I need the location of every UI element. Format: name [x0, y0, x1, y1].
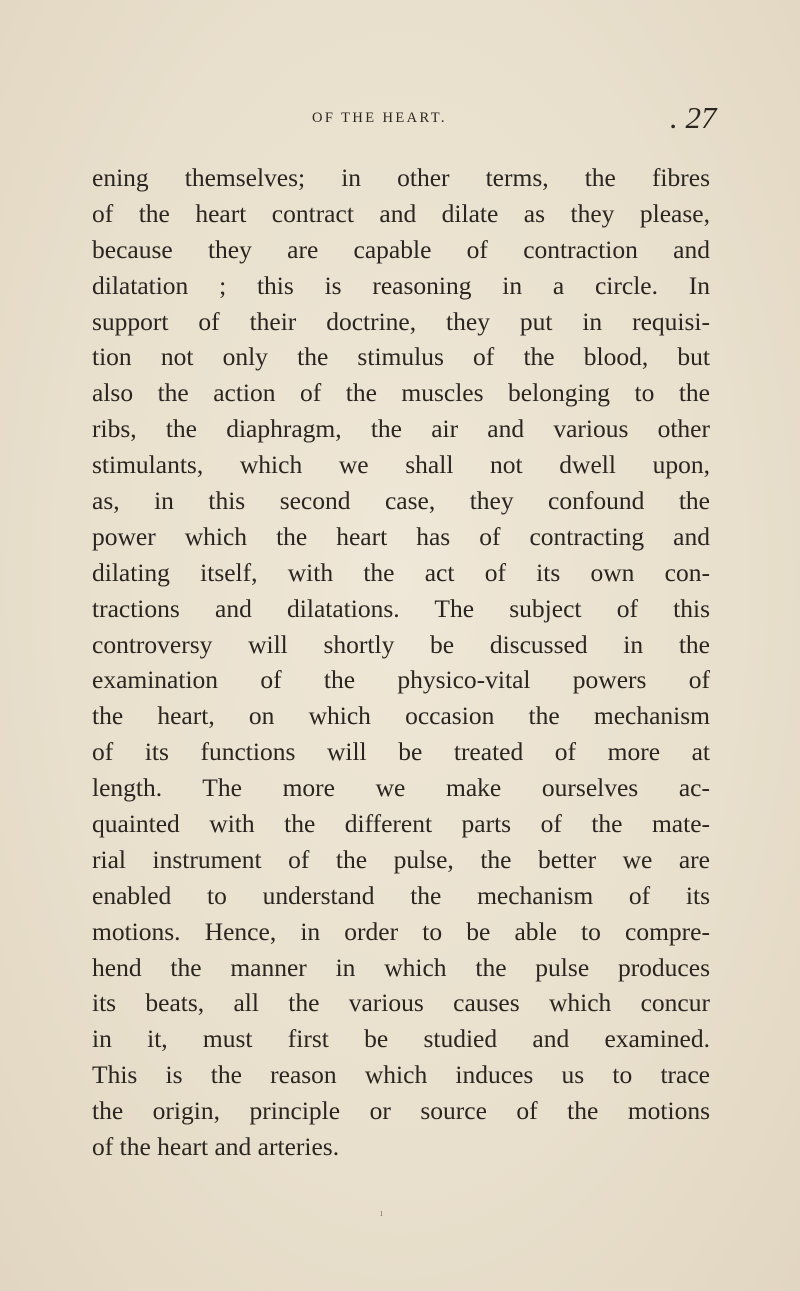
text-line: dilatation ; this is reasoning in a circle. In	[92, 270, 710, 300]
text-line: also the action of the muscles belonging to the	[92, 378, 710, 408]
text-line: hend the manner in which the pulse produces	[92, 952, 710, 982]
text-line: support of their doctrine, they put in requisi-	[92, 306, 710, 336]
text-line: ening themselves; in other terms, the fibres	[92, 163, 710, 192]
text-line: This is the reason which induces us to trace	[92, 1060, 710, 1090]
page-header	[0, 100, 800, 144]
text-line: controversy will shortly be discussed in the	[92, 629, 710, 659]
running-head: OF THE HEART.	[312, 110, 447, 126]
text-line: examination of the physico-vital powers of	[92, 665, 710, 695]
text-line: ribs, the diaphragm, the air and various other	[92, 414, 710, 444]
text-line: because they are capable of contraction and	[92, 234, 710, 264]
text-line: as, in this second case, they confound the	[92, 486, 710, 516]
signature-mark: ı	[380, 1208, 383, 1219]
text-line: of its functions will be treated of more at	[92, 737, 710, 767]
text-line: stimulants, which we shall not dwell upon,	[92, 450, 710, 480]
text-line: its beats, all the various causes which concur	[92, 988, 710, 1018]
text-line: the origin, principle or source of the motions	[92, 1096, 710, 1126]
body-text	[92, 160, 710, 1165]
text-line: power which the heart has of contracting and	[92, 521, 710, 551]
text-line: enabled to understand the mechanism of its	[92, 880, 710, 910]
text-line: length. The more we make ourselves ac-	[92, 773, 710, 803]
text-line: quainted with the different parts of the mate-	[92, 809, 710, 839]
text-line: of the heart and arteries.	[92, 1132, 340, 1162]
text-line: tion not only the stimulus of the blood, but	[92, 342, 710, 372]
text-line: motions. Hence, in order to be able to compre-	[92, 916, 710, 946]
text-line: tractions and dilatations. The subject of this	[92, 593, 710, 623]
text-line: in it, must first be studied and examined.	[92, 1024, 710, 1054]
text-line: dilating itself, with the act of its own con-	[92, 557, 710, 587]
text-line: of the heart contract and dilate as they please,	[92, 198, 710, 228]
page-number: . 27	[670, 100, 717, 135]
text-line: rial instrument of the pulse, the better we are	[92, 844, 710, 874]
text-line: the heart, on which occasion the mechanism	[92, 701, 710, 731]
